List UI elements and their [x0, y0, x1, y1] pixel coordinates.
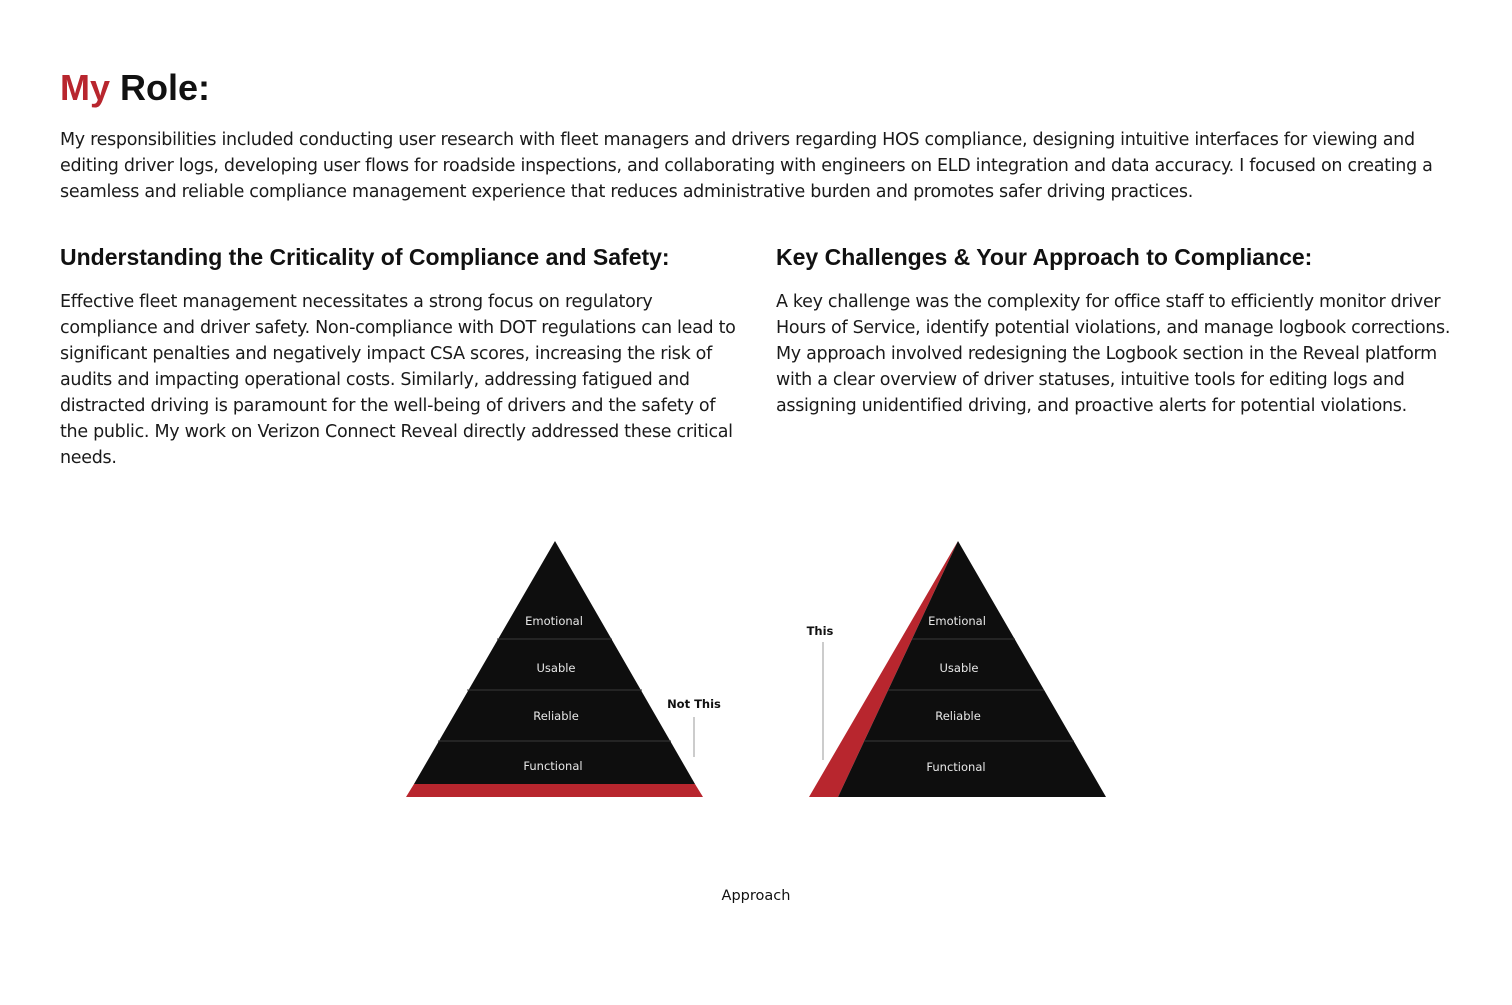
right-tier-usable: Usable: [939, 661, 979, 675]
left-tier-functional: Functional: [523, 759, 583, 773]
section-body: A key challenge was the complexity for office staff to efficiently monitor driver Hours of Service, identify potential violations, and manage logbook corrections. My approach involved redesigning the Logbook section in the Reveal platform with a clear overview of driver statuses, intuitive tools for editing logs and assigning unidentified driving, and proactive alerts for potential violations.: [776, 292, 1451, 416]
title-accent: My: [60, 67, 111, 108]
section-heading: Understanding the Criticality of Compliance and Safety:: [60, 244, 670, 270]
left-tier-reliable: Reliable: [533, 709, 579, 723]
section-compliance-safety: [60, 243, 750, 471]
left-side-label: Not This: [667, 697, 721, 711]
left-tier-emotional: Emotional: [525, 614, 583, 628]
section-heading: Key Challenges & Your Approach to Compliance:: [776, 244, 1313, 270]
section-body: Effective fleet management necessitates a strong focus on regulatory compliance and driver safety. Non-compliance with DOT regulations can lead to significant penalties and negatively impact CSA scores, increasing the risk of audits and impacting operational costs. Similarly, addressing fatigued and distracted driving is paramount for the well-being of drivers and the safety of the public. My work on Verizon Connect Reveal directly addressed these critical needs.: [60, 292, 736, 468]
right-tier-reliable: Reliable: [935, 709, 981, 723]
left-pyramid: [406, 541, 721, 797]
right-side-label: This: [806, 624, 834, 638]
pyramid-diagram: [0, 520, 1512, 920]
diagram-caption: Approach: [721, 888, 791, 904]
right-tier-functional: Functional: [926, 760, 986, 774]
right-pyramid: [807, 541, 1106, 797]
pyramid-diagram-svg: [0, 520, 1512, 920]
intro-paragraph: My responsibilities included conducting user research with fleet managers and drivers regarding HOS compliance, designing intuitive interfaces for viewing and editing driver logs, developing user flows for roadside inspections, and collaborating with engineers on ELD integration and data accuracy. I focused on creating a seamless and reliable compliance management experience that reduces administrative burden and promotes safer driving practices.: [60, 130, 1433, 202]
page-title: [60, 66, 210, 110]
left-pyramid-base-accent: [406, 784, 703, 797]
right-tier-emotional: Emotional: [928, 614, 986, 628]
title-rest: Role:: [110, 67, 211, 108]
section-challenges-approach: [776, 243, 1466, 419]
left-tier-usable: Usable: [536, 661, 576, 675]
